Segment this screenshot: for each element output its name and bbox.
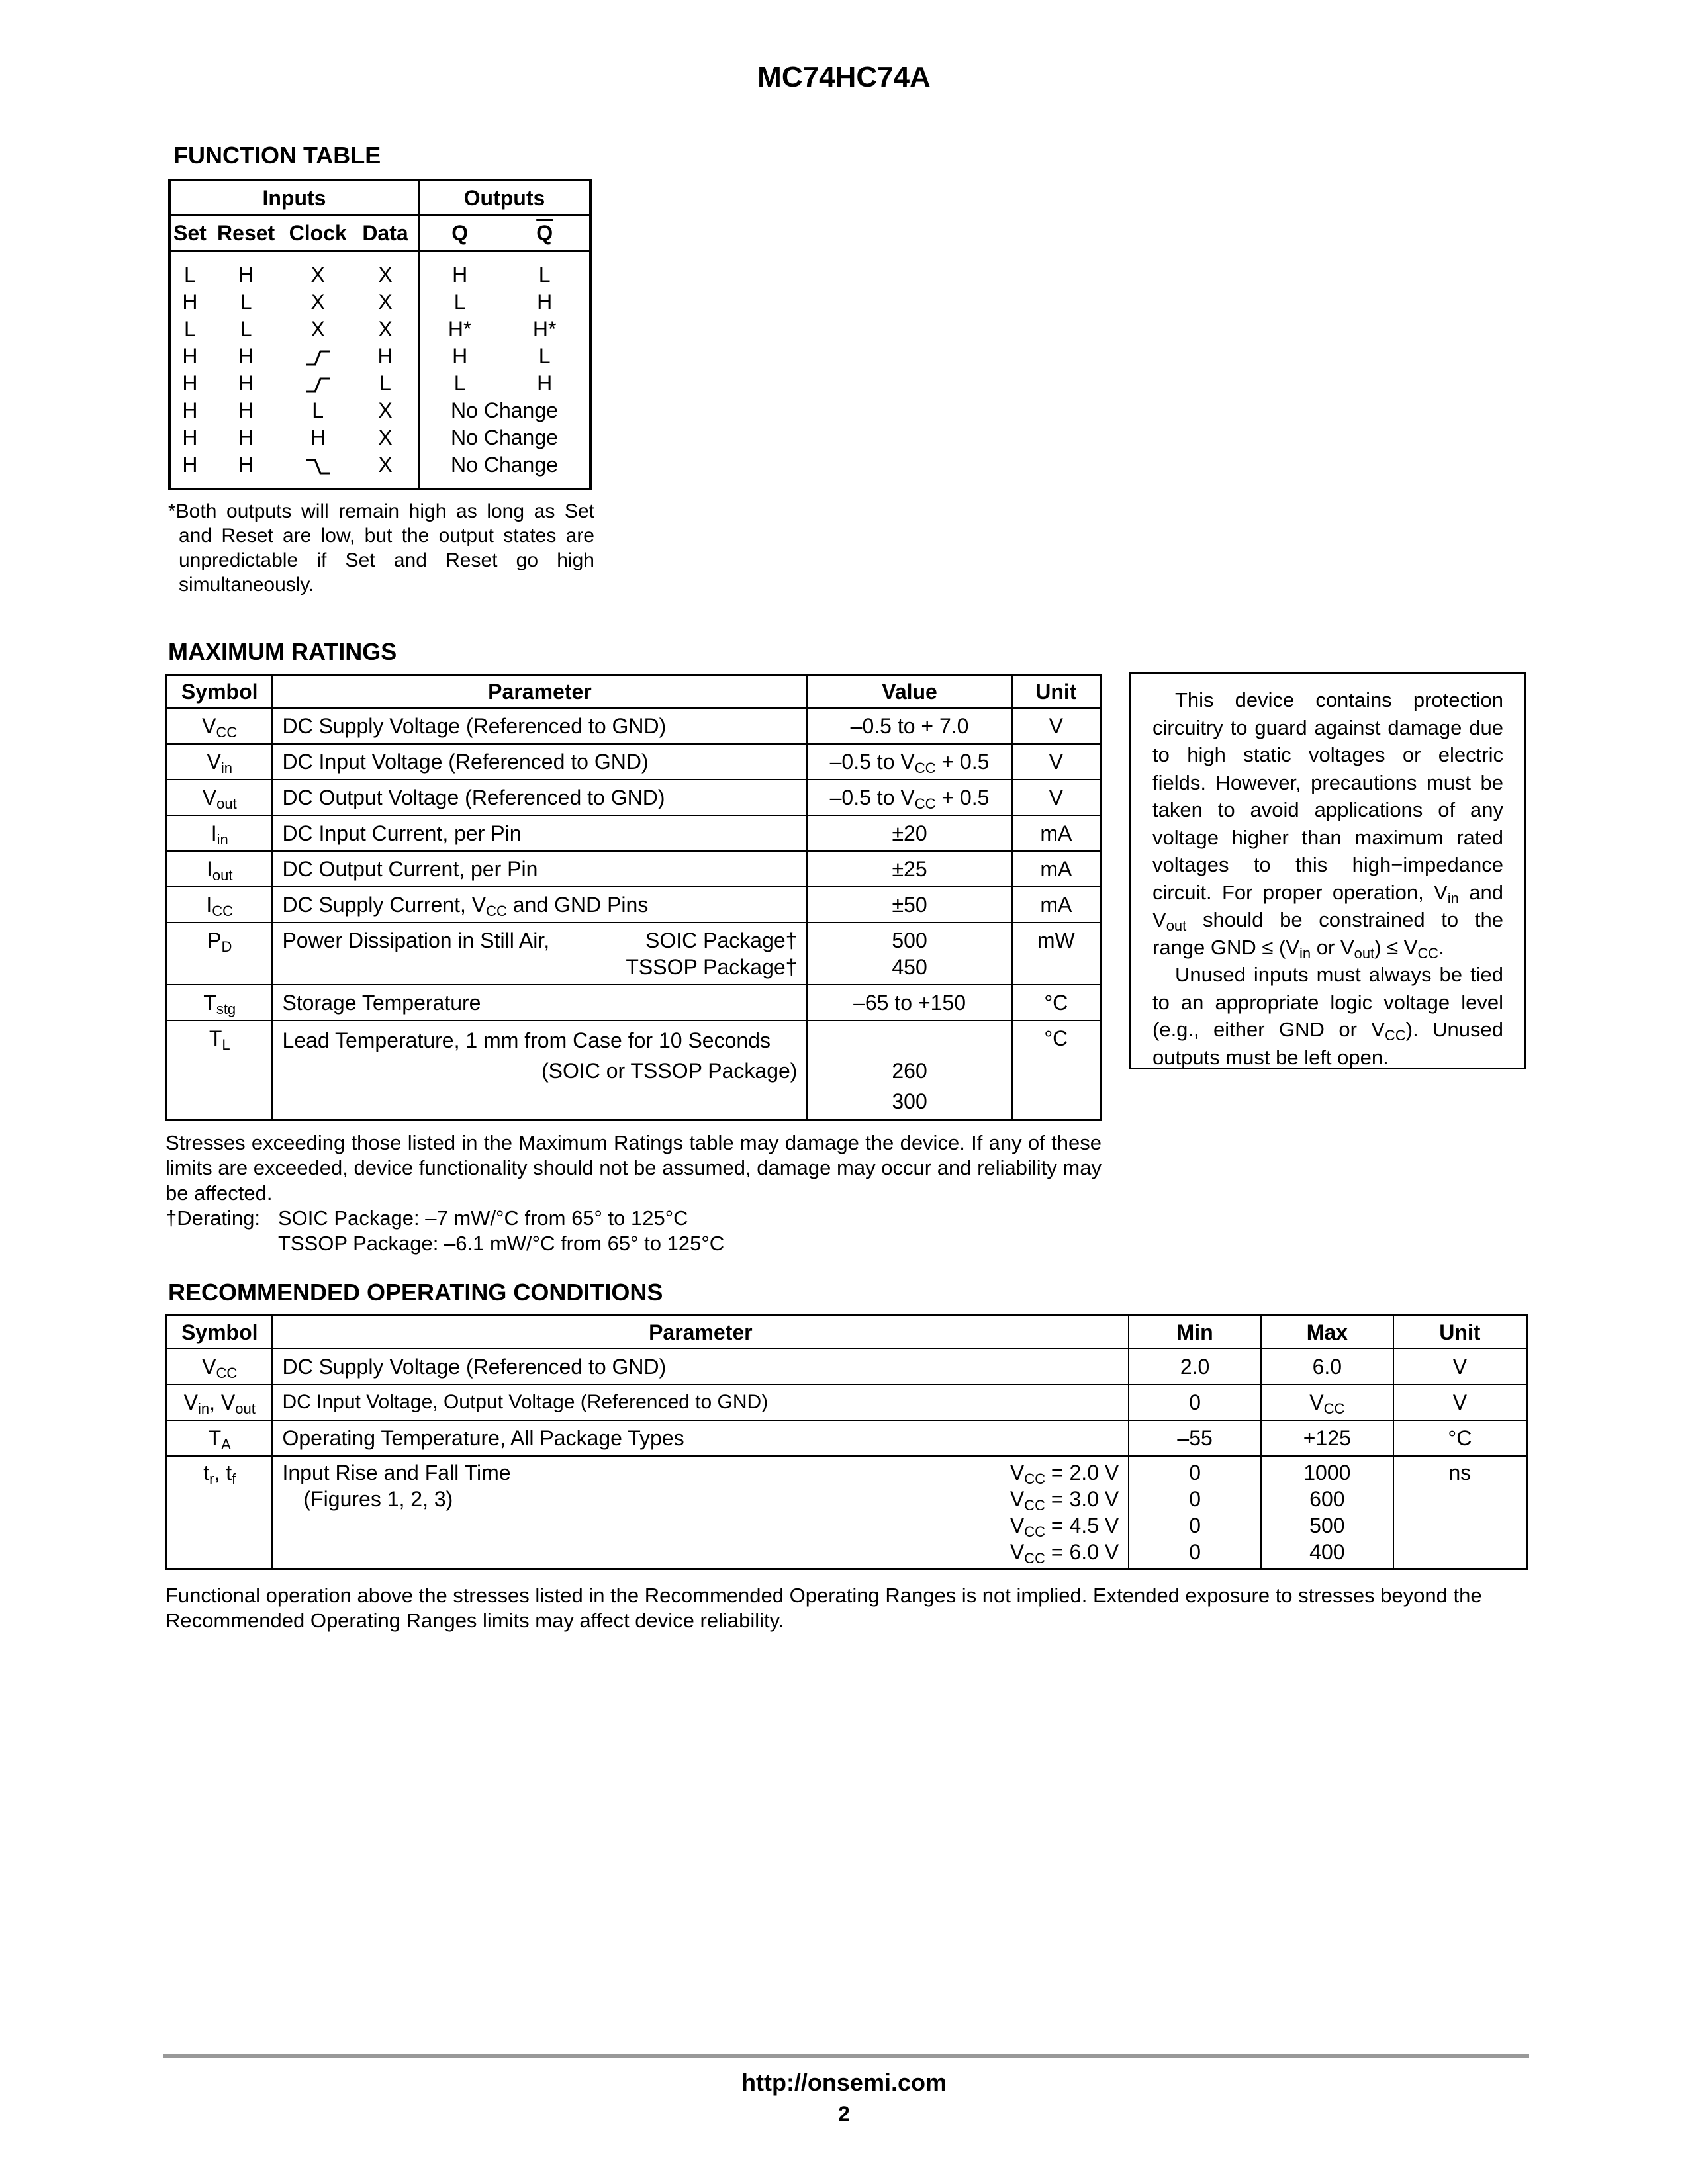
table-row [167,1420,1527,1456]
parameter-cell: DC Supply Voltage (Referenced to GND) [272,1349,1129,1385]
table-row [169,397,590,424]
unit-cell: V [1012,780,1101,815]
symbol-cell: $V_{CC}$ [167,1349,273,1385]
cell: H [452,263,468,287]
derating-tssop: TSSOP Package: –6.1 mW/°C from 65° to 125°C [278,1232,725,1255]
table-row [169,289,590,316]
col-symbol: Symbol [167,1316,273,1349]
cell: L [538,344,551,368]
parameter-cell: DC Input Current, per Pin [272,815,807,851]
symbol-cell: $V_{in}$ [167,744,273,780]
table-row [169,316,590,343]
value-cell: 260 300 [807,1021,1011,1120]
cell: H [238,398,254,422]
cell: X [310,290,325,314]
cell: H [182,290,198,314]
parameter-cell: DC Output Voltage (Referenced to GND) [272,780,807,815]
min-cell: 0 [1129,1385,1261,1420]
cell: H [182,371,198,395]
parameter-cell: DC Input Voltage, Output Voltage (Referenced to GND) [272,1385,1129,1420]
symbol-cell: $T_{stg}$ [167,985,273,1021]
value-cell: 500 450 [807,923,1011,985]
table-row [167,1385,1527,1420]
cell: H [182,453,198,477]
table-row [167,708,1101,744]
unit-cell: mA [1012,815,1101,851]
max-cell: 6.0 [1261,1349,1393,1385]
table-row [167,780,1101,815]
cell: H [537,290,553,314]
parameter-cell: Operating Temperature, All Package Types [272,1420,1129,1456]
rec-op-heading: RECOMMENDED OPERATING CONDITIONS [168,1279,663,1306]
unit-cell: mA [1012,851,1101,887]
cell: H [182,398,198,422]
value-cell: ±50 [807,887,1011,923]
unit-cell: V [1012,744,1101,780]
col-parameter: Parameter [272,1316,1129,1349]
esd-protection-note [1129,672,1526,1069]
table-row [167,985,1101,1021]
col-value: Value [807,675,1011,709]
parameter-cell: Input Rise and Fall Time $V_{CC} = 2.0$ V (Figures 1, 2, 3) $V_{CC} = 3.0$ V $V_{CC} = 4.5$ V $V_{CC} = 6.0$ V [272,1456,1129,1569]
cell: X [353,316,418,343]
cell: H [310,426,326,449]
max-ratings-table [165,674,1102,1121]
protection-paragraph-1: This device contains protection circuitry to guard against damage due to high static voltages or electric fields. However, precautions must be taken to avoid applications of any voltage higher than maximum rated voltages to this high−impedance circuit. For proper operation, $V_{in}$ and $V_{out}$ should be constrained to the range GND ≤ ($V_{in}$ or $V_{out}) \le V_{CC}$. [1152,688,1509,962]
rec-op-note: Functional operation above the stresses listed in the Recommended Operating Ranges is not implied. Extended exposure to stresses beyond the Recommended Operating Ranges limits may affect device reliability. [165,1584,1482,1632]
unit-cell: V [1393,1385,1527,1420]
max-cell: +125 [1261,1420,1393,1456]
parameter-cell: DC Input Voltage (Referenced to GND) [272,744,807,780]
max-ratings-heading: MAXIMUM RATINGS [168,638,397,665]
col-unit: Unit [1012,675,1101,709]
table-row [169,370,590,397]
cell: X [310,263,325,287]
col-max: Max [1261,1316,1393,1349]
table-row [167,1021,1101,1120]
symbol-cell: $V_{in}$, $V_{out}$ [167,1385,273,1420]
cell: X [353,397,418,424]
symbol-cell: $I_{in}$ [167,815,273,851]
parameter-cell: DC Output Current, per Pin [272,851,807,887]
cell: X [353,451,418,478]
outputs-group-header: Outputs [418,180,590,216]
symbol-cell: $V_{out}$ [167,780,273,815]
col-parameter: Parameter [272,675,807,709]
symbol-cell: $I_{CC}$ [167,887,273,923]
cell: X [310,317,325,341]
inputs-group-header: Inputs [169,180,418,216]
parameter-cell: Storage Temperature [272,985,807,1021]
cell: X [353,424,418,451]
col-clock: Clock [283,216,353,251]
table-row [167,1349,1527,1385]
cell: H [182,426,198,449]
cell: L [538,263,551,287]
cell: H [238,263,254,287]
cell: H [452,344,468,368]
cell: H [238,453,254,477]
cell: H [182,344,198,368]
min-cell: –55 [1129,1420,1261,1456]
value-cell: –65 to +150 [807,985,1011,1021]
symbol-cell: $T_A$ [167,1420,273,1456]
col-set: Set [169,216,209,251]
unit-cell: mW [1012,923,1101,985]
unit-cell: ns [1393,1456,1527,1569]
value-cell: ±25 [807,851,1011,887]
cell: H [238,426,254,449]
cell: H* [447,317,472,341]
parameter-cell: Lead Temperature, 1 mm from Case for 10 Seconds (SOIC or TSSOP Package) [272,1021,807,1120]
value-cell: ±20 [807,815,1011,851]
unit-cell: V [1393,1349,1527,1385]
protection-paragraph-2: Unused inputs must always be tied to an appropriate logic voltage level (e.g., either GND or $V_{CC}$). Unused outputs must be left open. [1152,963,1503,1069]
parameter-cell: DC Supply Voltage (Referenced to GND) [272,708,807,744]
cell: L [184,317,196,341]
rising-edge-icon [283,370,353,397]
rec-op-table [165,1314,1528,1570]
cell: No Change [451,426,558,449]
value-cell: –0.5 to + 7.0 [807,708,1011,744]
col-q-bar: $\overline{Q}$ [500,216,590,251]
table-row [169,424,590,451]
min-cell: 0 0 0 0 [1129,1456,1261,1569]
parameter-cell: DC Supply Current, $V_{CC}$ and GND Pins [272,887,807,923]
col-min: Min [1129,1316,1261,1349]
table-row [169,261,590,289]
cell: L [353,370,418,397]
table-row [167,887,1101,923]
function-table-footnote: *Both outputs will remain high as long as Set and Reset are low, but the output states are unpredictable if Set and Reset go high simultaneously. [168,500,594,596]
cell: No Change [451,453,558,477]
cell: H [238,371,254,395]
cell: H* [532,317,557,341]
table-row [167,923,1101,985]
table-row [169,343,590,370]
table-row [167,1456,1527,1569]
symbol-cell: $T_L$ [167,1021,273,1120]
parameter-cell: Power Dissipation in Still Air, SOIC Package† TSSOP Package† [272,923,807,985]
col-symbol: Symbol [167,675,273,709]
cell: L [453,371,466,395]
footer-url[interactable]: http://onsemi.com [741,2069,947,2096]
value-cell: –0.5 to $V_{CC} + 0.5$ [807,744,1011,780]
unit-cell: mA [1012,887,1101,923]
rising-edge-icon [283,343,353,370]
stress-note: Stresses exceeding those listed in the Maximum Ratings table may damage the device. If any of these limits are exceeded, device functionality should not be assumed, damage may occur and reliability may be affected. [165,1131,1102,1205]
page-title: MC74HC74A [757,61,931,93]
symbol-cell: $P_D$ [167,923,273,985]
cell: H [353,343,418,370]
function-table-heading: FUNCTION TABLE [173,142,381,169]
max-cell: $V_{CC}$ [1261,1385,1393,1420]
min-cell: 2.0 [1129,1349,1261,1385]
falling-edge-icon [283,451,353,478]
cell: No Change [451,398,558,422]
cell: H [238,344,254,368]
cell: L [312,398,324,422]
table-row [167,744,1101,780]
footer-divider [163,2054,1529,2058]
col-unit: Unit [1393,1316,1527,1349]
cell: L [453,290,466,314]
unit-cell: °C [1012,1021,1101,1120]
cell: L [240,290,252,314]
unit-cell: °C [1012,985,1101,1021]
page-number: 2 [838,2102,850,2126]
unit-cell: V [1012,708,1101,744]
cell: X [353,289,418,316]
cell: L [240,317,252,341]
unit-cell: °C [1393,1420,1527,1456]
table-row [169,451,590,478]
col-data: Data [353,216,418,251]
cell: X [353,261,418,289]
table-row [167,815,1101,851]
symbol-cell: $I_{out}$ [167,851,273,887]
derating-soic: SOIC Package: –7 mW/°C from 65° to 125°C [278,1206,688,1230]
col-reset: Reset [209,216,283,251]
max-cell: 1000 600 500 400 [1261,1456,1393,1569]
symbol-cell: $t_r$, $t_f$ [167,1456,273,1569]
col-q: Q [418,216,500,251]
derating-label: †Derating: [165,1206,261,1230]
cell: L [184,263,196,287]
cell: H [537,371,553,395]
symbol-cell: $V_{CC}$ [167,708,273,744]
table-row [167,851,1101,887]
function-table [168,179,592,490]
value-cell: –0.5 to $V_{CC} + 0.5$ [807,780,1011,815]
